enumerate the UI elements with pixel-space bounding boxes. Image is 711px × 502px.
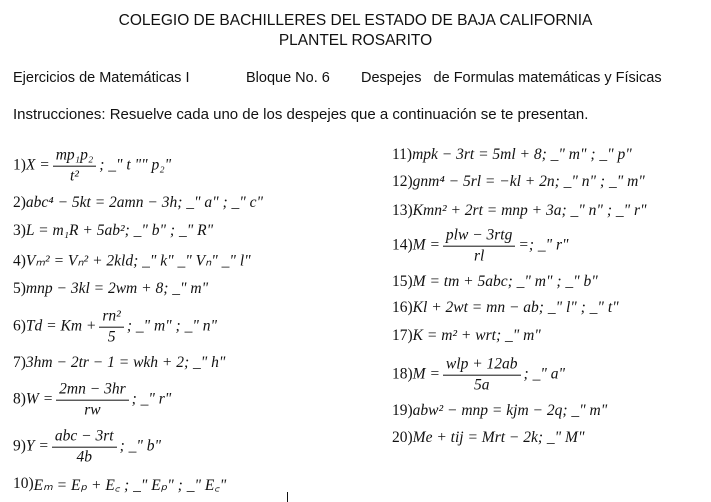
fraction — [52, 428, 117, 467]
equation: M = tm + 5abc; _" m" ; _" b" — [412, 273, 598, 290]
exercise-12 — [392, 173, 645, 191]
exercise-19 — [392, 402, 607, 420]
exercise-number: 7) — [13, 354, 26, 371]
fraction-denominator: 5a — [473, 376, 490, 394]
fraction — [443, 227, 515, 266]
exercise-16 — [392, 299, 619, 317]
exercise-number: 16) — [392, 299, 413, 316]
equation-lhs: M = — [412, 237, 440, 254]
exercise-6 — [13, 308, 217, 347]
fraction-numerator: abc − 3rt — [52, 428, 117, 448]
fraction-denominator: 4b — [76, 448, 92, 466]
exercise-number: 15) — [392, 273, 413, 290]
equation: Eₘ = Eₚ + E꜀ ; _" Eₚ" ; _" E꜀" — [33, 477, 227, 494]
equation-variables: ; _" m" ; _" n" — [126, 318, 217, 335]
equation: K = m² + wrt; _" m" — [412, 327, 541, 344]
subject-line — [13, 70, 703, 86]
fraction-denominator: rl — [473, 247, 485, 265]
fraction-denominator: rw — [84, 401, 101, 419]
exercise-18 — [392, 356, 565, 395]
equation: 3hm − 2tr − 1 = wkh + 2; _" h" — [25, 354, 226, 371]
equation-lhs: X = — [25, 157, 50, 174]
fraction-denominator: t² — [69, 167, 79, 185]
exercise-8 — [13, 381, 171, 420]
equation: Me + tij = Mrt − 2k; _" M" — [412, 429, 585, 446]
exercise-13 — [392, 202, 647, 220]
exercise-number: 17) — [392, 327, 413, 344]
exercise-5 — [13, 280, 208, 298]
exercise-number: 13) — [392, 202, 413, 219]
fraction-numerator: rn² — [99, 308, 123, 328]
campus-name: PLANTEL ROSARITO — [278, 32, 433, 49]
equation-variables: ; _" a" — [523, 366, 565, 383]
equation-lhs: M = — [412, 366, 440, 383]
equation-variables: =; _" r" — [518, 237, 569, 254]
fraction — [99, 308, 123, 347]
exercise-15 — [392, 273, 598, 291]
exercise-9 — [13, 428, 161, 467]
equation: Vₘ² = Vₙ² + 2kld; _" k" _" Vₙ" _" l" — [25, 252, 251, 270]
equation: L = m₁R + 5ab²; _" b" ; _" R" — [25, 222, 214, 239]
equation-lhs: W = — [25, 391, 54, 408]
fraction-numerator: wlp + 12ab — [443, 356, 521, 376]
exercise-number: 5) — [13, 280, 26, 297]
equation: mpk − 3rt = 5ml + 8; _" m" ; _" p" — [412, 146, 632, 163]
exercise-3 — [13, 222, 213, 240]
exercise-number: 8) — [13, 391, 26, 408]
exercise-number: 12) — [392, 173, 413, 190]
school-name: COLEGIO DE BACHILLERES DEL ESTADO DE BAJA CALIFORNIA — [118, 12, 593, 29]
exercise-number: 6) — [13, 318, 26, 335]
exercise-number: 9) — [13, 438, 26, 455]
topic-title: Despejes de Formulas matemáticas y Físicas — [361, 70, 662, 86]
fraction — [53, 147, 96, 186]
exercise-1 — [13, 147, 171, 186]
exercise-number: 2) — [13, 194, 26, 211]
exercise-10 — [13, 473, 226, 495]
fraction-denominator: 5 — [107, 328, 116, 346]
exercise-17 — [392, 327, 541, 345]
exercise-number: 10) — [13, 475, 34, 492]
exercise-number: 20) — [392, 429, 413, 446]
fraction-numerator: 2mn − 3hr — [56, 381, 128, 401]
equation: Kmn² + 2rt = mnp + 3a; _" n" ; _" r" — [412, 202, 647, 219]
exercise-number: 3) — [13, 222, 26, 239]
exercise-number: 18) — [392, 366, 413, 383]
block-number: Bloque No. 6 — [246, 70, 330, 86]
exercise-11 — [392, 146, 632, 164]
exercise-20 — [392, 429, 584, 447]
exercise-4 — [13, 252, 251, 271]
fraction-numerator: mp₁p₂ — [53, 147, 96, 167]
exercise-number: 4) — [13, 252, 26, 269]
equation-lhs: Y = — [25, 438, 49, 455]
equation-lhs: Td = Km + — [25, 318, 97, 335]
exercise-number: 1) — [13, 157, 26, 174]
fraction-numerator: plw − 3rtg — [443, 227, 515, 247]
equation-variables: ; _" r" — [131, 391, 172, 408]
equation: abw² − mnp = kjm − 2q; _" m" — [412, 402, 608, 419]
exercise-2 — [13, 194, 263, 212]
equation: mnp − 3kl = 2wm + 8; _" m" — [25, 280, 209, 297]
exercise-number: 11) — [392, 146, 413, 163]
exercise-7 — [13, 354, 225, 372]
exercise-number: 19) — [392, 402, 413, 419]
equation: gnm⁴ − 5rl = −kl + 2n; _" n" ; _" m" — [412, 173, 645, 190]
exercise-14 — [392, 227, 569, 266]
equation: abc⁴ − 5kt = 2amn − 3h; _" a" ; _" c" — [25, 194, 264, 211]
fraction — [443, 356, 521, 395]
text-cursor — [287, 492, 288, 502]
exercise-number: 14) — [392, 237, 413, 254]
fraction — [56, 381, 128, 420]
equation: Kl + 2wt = mn − ab; _" l" ; _" t" — [412, 299, 619, 316]
equation-variables: ; _" b" — [119, 438, 162, 455]
instructions: Instrucciones: Resuelve cada uno de los despejes que a continuación se te presentan. — [13, 106, 589, 123]
course-title: Ejercicios de Matemáticas I — [13, 70, 190, 86]
equation-variables: ; _" t "" p₂" — [99, 157, 172, 174]
